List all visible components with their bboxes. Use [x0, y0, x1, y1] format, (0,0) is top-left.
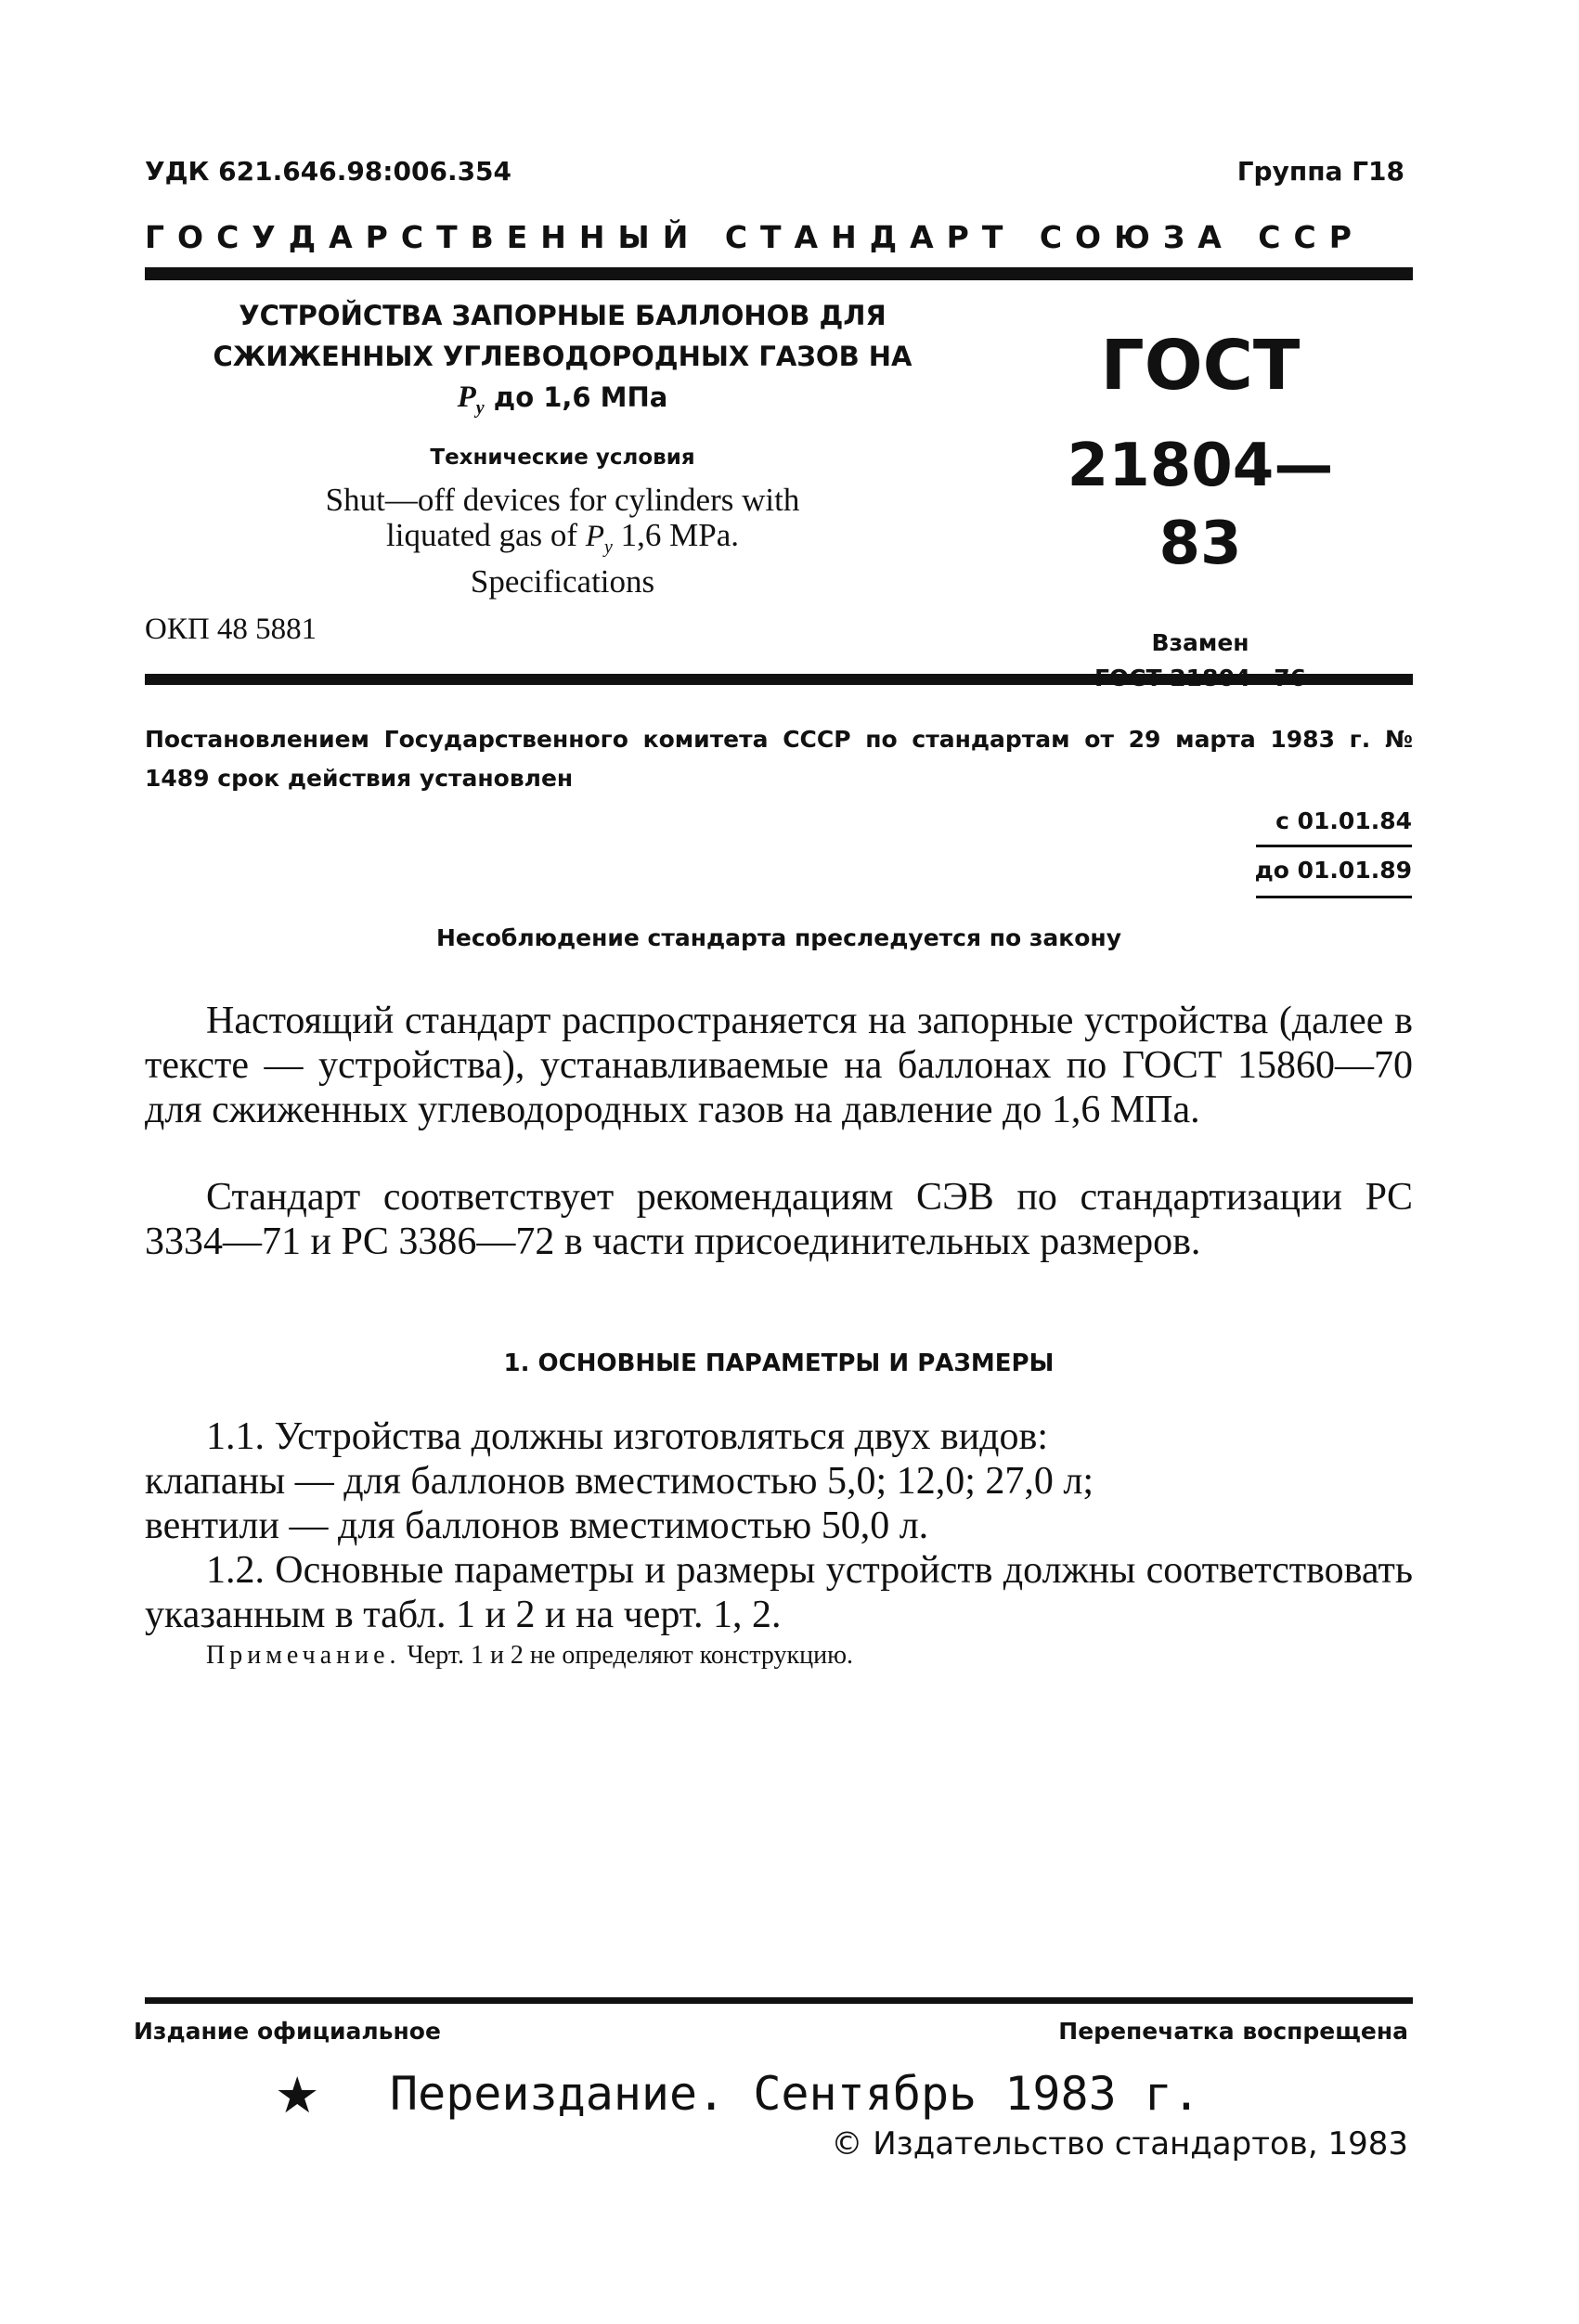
title-en-line2-a: liquated gas of [386, 516, 586, 553]
paragraph-1-1-line1: 1.1. Устройства должны изготовляться двух видов: [206, 1415, 1049, 1458]
paragraph-scope: Настоящий стандарт распространяется на запорные устройства (далее в тексте — устройства), устанавливаемые на баллонах по ГОСТ 15860—70 для сжиженных углеводородных газов на давление до 1,6 МПа. [145, 1000, 1413, 1131]
middle-divider [145, 674, 1413, 685]
note-text: Черт. 1 и 2 не определяют конструкцию. [400, 1641, 853, 1670]
paragraph-1-2: 1.2. Основные параметры и размеры устройств должны соответствовать указанным в табл. 1 и 2 и на черт. 1, 2. [145, 1549, 1413, 1636]
paragraph-1-1 [145, 1414, 1413, 1548]
replace-label: Взамен [1151, 629, 1249, 656]
pressure-subscript: у [475, 397, 485, 419]
title-en-line2-b: 1,6 MPa. [612, 516, 739, 553]
reissue-stamp: Переиздание. Сентябрь 1983 г. [390, 2067, 1200, 2121]
date-underline [1256, 896, 1412, 898]
reprint-prohibited: Перепечатка воспрещена [1058, 2018, 1408, 2045]
paragraph-1-1-line3: вентили — для баллонов вместимостью 50,0 л. [145, 1504, 929, 1547]
footer-divider [145, 1997, 1413, 2004]
gost-block [1047, 327, 1353, 696]
udk-code: УДК 621.646.98:006.354 [145, 156, 512, 187]
pressure-subscript-en: y [603, 536, 613, 558]
note [206, 1641, 853, 1671]
pressure-symbol-en: P [585, 519, 604, 553]
note-label: Примечание. [206, 1641, 401, 1670]
technical-conditions: Технические условия [430, 445, 695, 470]
gost-word: ГОСТ [1100, 326, 1301, 406]
paragraph-comecon: Стандарт соответствует рекомендациям СЭВ по стандартизации PC 3334—71 и PC 3386—72 в части присоединительных размеров. [145, 1176, 1413, 1263]
date-separator [1256, 845, 1412, 847]
date-to: до 01.01.89 [1254, 857, 1412, 884]
title-ru-line3-rest: до 1,6 МПа [484, 381, 668, 413]
star-icon: ★ [275, 2068, 320, 2124]
replace-block [1047, 626, 1353, 696]
title-ru-line3 [145, 377, 980, 429]
title-en [145, 483, 980, 600]
title-ru-line1: УСТРОЙСТВА ЗАПОРНЫЕ БАЛЛОНОВ ДЛЯ [239, 300, 887, 331]
official-edition: Издание официальное [134, 2018, 441, 2045]
law-notice: Несоблюдение стандарта преследуется по закону [436, 924, 1121, 951]
okp-code: ОКП 48 5881 [145, 613, 317, 646]
paragraph-1-1-line2: клапаны — для баллонов вместимостью 5,0; 12,0; 27,0 л; [145, 1460, 1094, 1503]
title-block [145, 295, 980, 600]
title-en-line3: Specifications [470, 563, 655, 600]
title-en-line1: Shut—off devices for cylinders with [325, 481, 800, 518]
title-ru-line2: СЖИЖЕННЫХ УГЛЕВОДОРОДНЫХ ГАЗОВ НА [213, 341, 912, 372]
state-standard-title: ГОСУДАРСТВЕННЫЙ СТАНДАРТ СОЮЗА ССР [145, 219, 1365, 255]
section-title: 1. ОСНОВНЫЕ ПАРАМЕТРЫ И РАЗМЕРЫ [503, 1349, 1055, 1377]
decree-text: Постановлением Государственного комитета СССР по стандартам от 29 марта 1983 г. № 1489 срок действия установлен [145, 726, 1413, 792]
title-ru [145, 295, 980, 429]
gost-number: 21804—83 [1067, 432, 1334, 578]
validity-dates [1226, 800, 1412, 898]
title-en-line2 [145, 518, 980, 565]
group-code: Группа Г18 [1236, 156, 1404, 187]
pressure-symbol: P [457, 381, 476, 414]
top-divider [145, 267, 1413, 280]
date-from: с 01.01.84 [1275, 807, 1412, 834]
copyright: © Издательство стандартов, 1983 [831, 2125, 1408, 2163]
